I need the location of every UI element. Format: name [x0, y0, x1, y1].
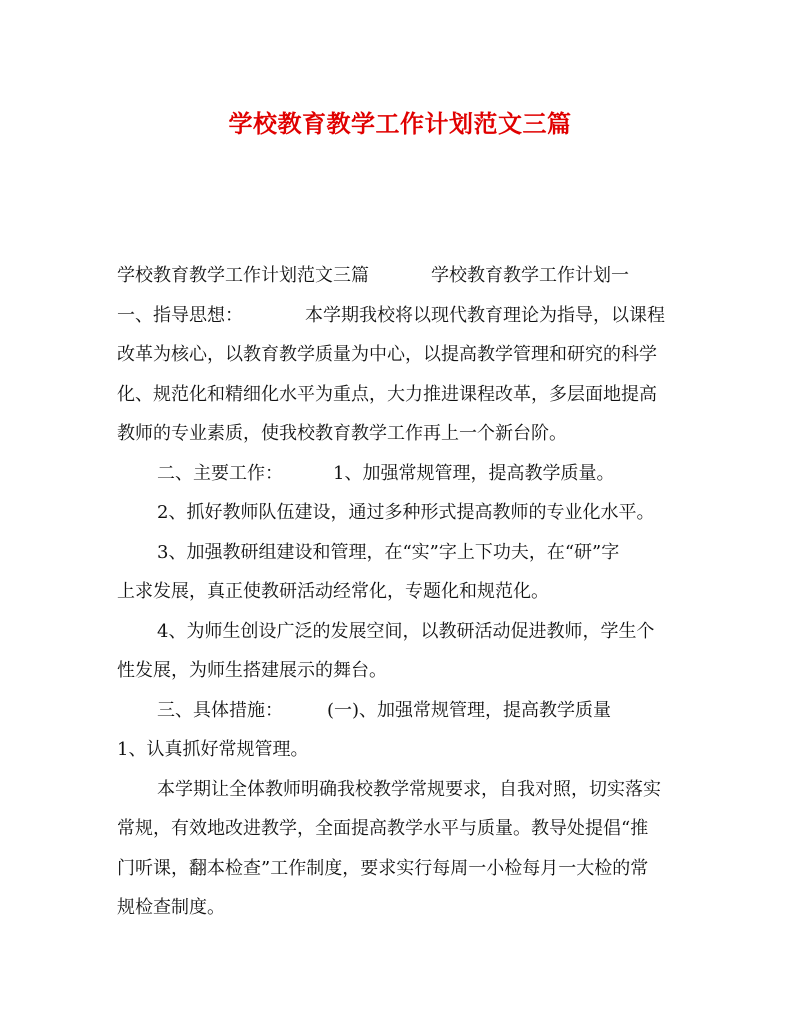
- line-15-text: 常规，有效地改进教学，全面提高教学水平与质量。教导处提倡“推: [117, 818, 649, 839]
- line-5-text: 教师的专业素质，使我校教育教学工作再上一个新台阶。: [117, 423, 567, 444]
- body-line-6: [117, 454, 679, 494]
- body-line-16: [117, 849, 679, 889]
- line-4-text: 化、规范化和精细化水平为重点，大力推进课程改革，多层面地提高: [117, 383, 657, 405]
- body-line-11: [117, 651, 679, 691]
- line-8-text: 3、加强教研组建设和管理，在“实”字上下功夫，在“研”字: [157, 541, 620, 563]
- body-line-9: [117, 572, 679, 612]
- body-line-4: [117, 375, 679, 415]
- body-line-14: [117, 770, 679, 810]
- line-2-text-b: 本学期我校将以现代教育理论为指导，以课程: [305, 304, 665, 326]
- line-12-text-b: (一)、加强常规管理，提高教学质量: [327, 699, 612, 721]
- body-line-12: [117, 691, 679, 731]
- line-6-text-a: 二、主要工作：: [157, 462, 283, 484]
- body-line-1: [117, 256, 679, 296]
- line-2-text-a: 一、指导思想：: [117, 304, 243, 326]
- body-line-8: [117, 533, 679, 573]
- line-6-text-b: 1、加强常规管理，提高教学质量。: [333, 462, 615, 484]
- body-line-2: [117, 296, 679, 336]
- line-3-text: 改革为核心，以教育教学质量为中心，以提高教学管理和研究的科学: [117, 344, 657, 365]
- body-line-7: [117, 493, 679, 533]
- document-title: 学校教育教学工作计划范文三篇: [228, 109, 572, 138]
- line-14-text: 本学期让全体教师明确我校教学常规要求，自我对照，切实落实: [157, 778, 661, 800]
- line-11-text: 性发展，为师生搭建展示的舞台。: [117, 660, 387, 681]
- line-1-text-b: 学校教育教学工作计划一: [431, 265, 629, 286]
- line-10-text: 4、为师生创设广泛的发展空间，以教研活动促进教师，学生个: [157, 620, 655, 642]
- line-1-text-a: 学校教育教学工作计划范文三篇: [117, 265, 369, 286]
- line-13-text: 1、认真抓好常规管理。: [117, 739, 309, 760]
- body-line-17: [117, 888, 679, 928]
- line-16-text: 门听课，翻本检查”工作制度，要求实行每周一小检每月一大检的常: [117, 857, 649, 879]
- line-9-text: 上求发展，真正使教研活动经常化，专题化和规范化。: [117, 581, 549, 602]
- body-line-3: [117, 335, 679, 375]
- body-line-13: [117, 730, 679, 770]
- line-7-text: 2、抓好教师队伍建设，通过多种形式提高教师的专业化水平。: [157, 502, 655, 523]
- line-17-text: 规检查制度。: [117, 897, 225, 918]
- body-line-10: [117, 612, 679, 652]
- body-line-5: [117, 414, 679, 454]
- body-line-15: [117, 809, 679, 849]
- line-12-text-a: 三、具体措施：: [157, 699, 283, 721]
- document-body: [117, 256, 679, 928]
